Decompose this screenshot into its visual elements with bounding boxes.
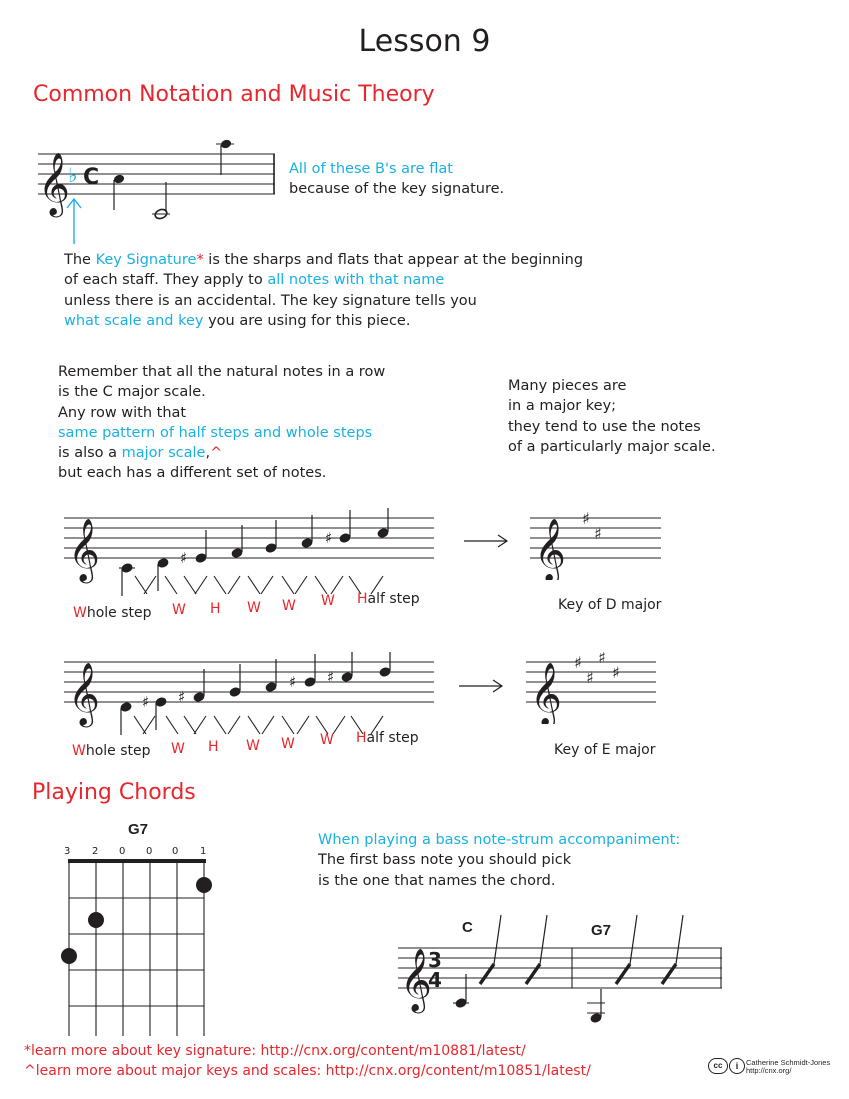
treble-clef-icon: 𝄞 <box>38 152 70 215</box>
key-label: Key of E major <box>554 742 656 758</box>
credit <box>746 1059 830 1075</box>
step-label: W <box>171 741 185 757</box>
treble-clef-icon: 𝄞 <box>534 518 566 580</box>
sharp-icon: ♯ <box>574 653 582 672</box>
sharp-icon: ♯ <box>582 509 590 528</box>
up-arrow-icon <box>64 196 84 246</box>
treble-clef-icon: 𝄞 <box>68 518 100 581</box>
treble-clef-icon: 𝄞 <box>68 662 100 725</box>
sharp-icon: ♯ <box>594 524 602 543</box>
step-label-whole: Whole step <box>72 743 151 759</box>
chord-symbol: C <box>462 919 473 936</box>
flat-sign-icon: ♭ <box>68 163 78 187</box>
step-label-half: Half step <box>356 730 419 746</box>
sharp-icon: ♯ <box>612 663 620 682</box>
sharp-icon: ♯ <box>586 668 594 687</box>
d-major-key-staff <box>528 508 664 580</box>
step-label-half: Half step <box>357 591 420 607</box>
finger-dot-icon <box>61 948 77 964</box>
major-key-note: Many pieces are in a major key; they tend to use the notes of a particularly major scale. <box>508 378 716 455</box>
finger-dot-icon <box>196 877 212 893</box>
svg-text:♯: ♯ <box>289 673 297 691</box>
svg-text:♯: ♯ <box>325 529 333 547</box>
strum-note: When playing a bass note-strum accompaniment: The first bass note you should pick is the one that names the chord. <box>318 832 681 889</box>
treble-clef-icon: 𝄞 <box>400 948 432 1011</box>
step-label: W <box>246 738 260 754</box>
e-major-key-staff <box>524 652 660 724</box>
svg-text:♯: ♯ <box>142 693 150 711</box>
step-label: W <box>320 732 334 748</box>
step-label: H <box>210 601 221 617</box>
svg-text:♯: ♯ <box>327 668 335 686</box>
footnote-link-major-keys[interactable]: ^learn more about major keys and scales: http://cnx.org/content/m10851/latest/ <box>24 1063 591 1079</box>
note-b <box>113 173 126 184</box>
treble-clef-icon: 𝄞 <box>530 662 562 724</box>
note-b-high <box>220 138 233 149</box>
time-signature: 4 <box>428 968 442 992</box>
right-arrow-icon <box>457 677 505 695</box>
page-title: Lesson 9 <box>358 24 491 59</box>
credit-url[interactable]: http://cnx.org/ <box>746 1066 792 1075</box>
key-label: Key of D major <box>558 597 662 613</box>
chord-symbol: G7 <box>591 922 612 939</box>
common-time-icon: C <box>83 165 100 190</box>
svg-text:♯: ♯ <box>180 549 188 567</box>
credit-name: Catherine Schmidt-Jones <box>746 1058 831 1067</box>
step-label: H <box>208 739 219 755</box>
right-arrow-icon <box>462 532 510 550</box>
cc-badge-icon: cc <box>708 1058 728 1074</box>
strum-staff <box>396 912 726 1026</box>
chord-name: G7 <box>128 821 149 838</box>
key-signature-paragraph: The Key Signature* is the sharps and flats that appear at the beginning of each staff. They apply to all notes with that name unless there is an accidental. The key signature tells you what scale and key you are using for this piece. <box>64 252 584 329</box>
finger-dot-icon <box>88 912 104 928</box>
svg-text:♯: ♯ <box>178 688 186 706</box>
sharp-icon: ♯ <box>598 652 606 667</box>
step-label-whole: Whole step <box>73 605 152 621</box>
note-g <box>590 1013 602 1024</box>
scale-paragraph: Remember that all the natural notes in a row is the C major scale. Any row with that same pattern of half steps and whole steps is also a major scale,^ but each has a different set of notes. <box>58 364 386 482</box>
time-signature: 3 <box>428 948 442 972</box>
note-c <box>455 998 467 1009</box>
notation-heading: Common Notation and Music Theory <box>33 82 435 107</box>
d-major-scale-staff <box>60 508 440 600</box>
step-label: W <box>247 600 261 616</box>
g7-chord-diagram <box>58 858 218 1038</box>
step-label: W <box>321 593 335 609</box>
chords-heading: Playing Chords <box>32 780 196 805</box>
footnotes <box>24 1041 591 1081</box>
flat-note-text: All of these B's are flat because of the key signature. <box>289 161 505 198</box>
step-label: W <box>281 736 295 752</box>
footnote-link-key-signature[interactable]: *learn more about key signature: http://cnx.org/content/m10881/latest/ <box>24 1043 526 1059</box>
step-label: W <box>282 598 296 614</box>
attribution-icon: i <box>729 1058 745 1074</box>
step-label: W <box>172 602 186 618</box>
